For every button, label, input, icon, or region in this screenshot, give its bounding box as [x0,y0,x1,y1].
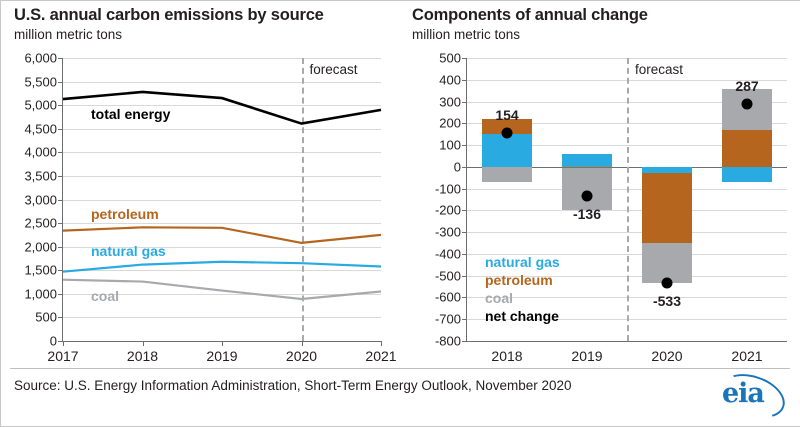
y-axis-tick-label: 5,500 [24,74,57,90]
y-axis-tick-label: -300 [434,224,461,240]
y-axis-tick-label: 100 [439,137,461,153]
eia-logo-text: eia [722,378,764,409]
y-axis-tick-mark [462,254,467,255]
left-chart-subtitle: million metric tons [14,27,123,42]
right-chart-subtitle: million metric tons [412,27,521,42]
bar-segment-coal [482,167,532,182]
x-axis-tick-mark [143,341,144,346]
y-axis-tick-label: -700 [434,311,461,327]
x-axis-tick-label: 2021 [731,348,763,364]
y-axis-tick-label: 500 [439,50,461,66]
x-axis-line [467,341,787,342]
y-axis-tick-label: 4,000 [24,144,57,160]
right-chart-title: Components of annual change [412,6,648,24]
series-label-coal: coal [91,288,120,304]
x-axis-tick-label: 2018 [126,348,159,364]
line-petroleum [63,227,381,243]
right-forecast-divider [627,58,629,341]
y-axis-tick-label: 300 [439,94,461,110]
y-axis-tick-mark [462,276,467,277]
bar-segment-natural-gas [562,154,612,167]
net-change-marker [502,128,513,139]
series-label-total-energy: total energy [91,106,171,122]
legend-item-net-change: net change [485,308,559,324]
x-axis-tick-label: 2020 [285,348,318,364]
bar-segment-natural-gas [642,167,692,174]
left-chart-panel [0,0,400,426]
y-axis-tick-label: -500 [434,268,461,284]
y-axis-tick-label: 6,000 [24,50,57,66]
y-axis-tick-label: 1,000 [24,286,57,302]
y-axis-tick-mark [462,232,467,233]
y-axis-tick-mark [462,319,467,320]
y-axis-tick-label: -100 [434,181,461,197]
legend-item-coal: coal [485,290,514,306]
x-axis-tick-label: 2020 [651,348,683,364]
right-chart-panel [404,0,800,426]
y-axis-tick-label: 0 [453,159,461,175]
left-forecast-label: forecast [309,62,358,77]
y-axis-tick-label: 2,000 [24,239,57,255]
net-change-marker [582,191,593,202]
y-axis-tick-label: 0 [49,333,57,349]
right-plot-area [434,50,787,364]
y-axis-tick-label: 5,000 [24,97,57,113]
x-axis-tick-label: 2019 [571,348,603,364]
bar-segment-petroleum [642,173,692,243]
y-axis-tick-label: 3,500 [24,168,57,184]
left-plot-area [24,50,397,364]
y-axis-tick-label: -200 [434,202,461,218]
line-natural-gas [63,262,381,272]
left-chart-title: U.S. annual carbon emissions by source [14,6,324,24]
y-axis-tick-mark [462,123,467,124]
x-axis-tick-label: 2019 [206,348,238,364]
x-axis-tick-label: 2018 [491,348,523,364]
y-axis-tick-label: 500 [35,309,57,325]
y-axis-tick-label: -800 [434,333,461,349]
legend-item-natural-gas: natural gas [485,254,560,270]
y-axis-tick-label: 400 [439,72,461,88]
right-title-block [412,6,648,42]
left-title-block [14,6,324,42]
y-axis-tick-mark [462,145,467,146]
y-axis-tick-mark [462,167,467,168]
y-axis-tick-mark [462,189,467,190]
y-axis-tick-label: 4,500 [24,121,57,137]
x-axis-tick-mark [222,341,223,346]
y-axis-tick-mark [462,210,467,211]
net-change-marker [742,99,753,110]
y-axis-tick-mark [462,102,467,103]
y-axis-tick-mark [462,58,467,59]
x-axis-tick-label: 2017 [47,348,79,364]
x-axis-tick-mark [63,341,64,346]
bar-segment-petroleum [722,130,772,167]
y-axis-tick-label: 200 [439,115,461,131]
legend-item-petroleum: petroleum [485,272,553,288]
bar-value-label: -533 [652,292,682,309]
net-change-marker [662,277,673,288]
y-axis-tick-label: 2,500 [24,215,57,231]
y-axis-tick-label: 1,500 [24,262,57,278]
footer-divider [10,368,790,369]
bar-value-label: 154 [495,107,519,124]
bar-value-label: 287 [735,78,759,95]
y-axis-tick-label: -400 [434,246,461,262]
eia-logo [718,374,786,414]
right-forecast-label: forecast [635,62,684,77]
y-axis-tick-label: -600 [434,289,461,305]
x-axis-tick-mark [381,341,382,346]
y-axis-tick-label: 3,000 [24,192,57,207]
y-axis-tick-mark [462,297,467,298]
x-axis-tick-mark [302,341,303,346]
bar-value-label: -136 [572,206,602,223]
bar-segment-coal [562,168,612,209]
bar-segment-natural-gas [722,167,772,182]
series-label-natural-gas: natural gas [91,243,166,259]
y-axis-tick-mark [462,80,467,81]
series-label-petroleum: petroleum [91,206,159,222]
source-note: Source: U.S. Energy Information Administration, Short-Term Energy Outlook, November 2020 [14,378,572,393]
x-axis-tick-label: 2021 [365,348,397,364]
